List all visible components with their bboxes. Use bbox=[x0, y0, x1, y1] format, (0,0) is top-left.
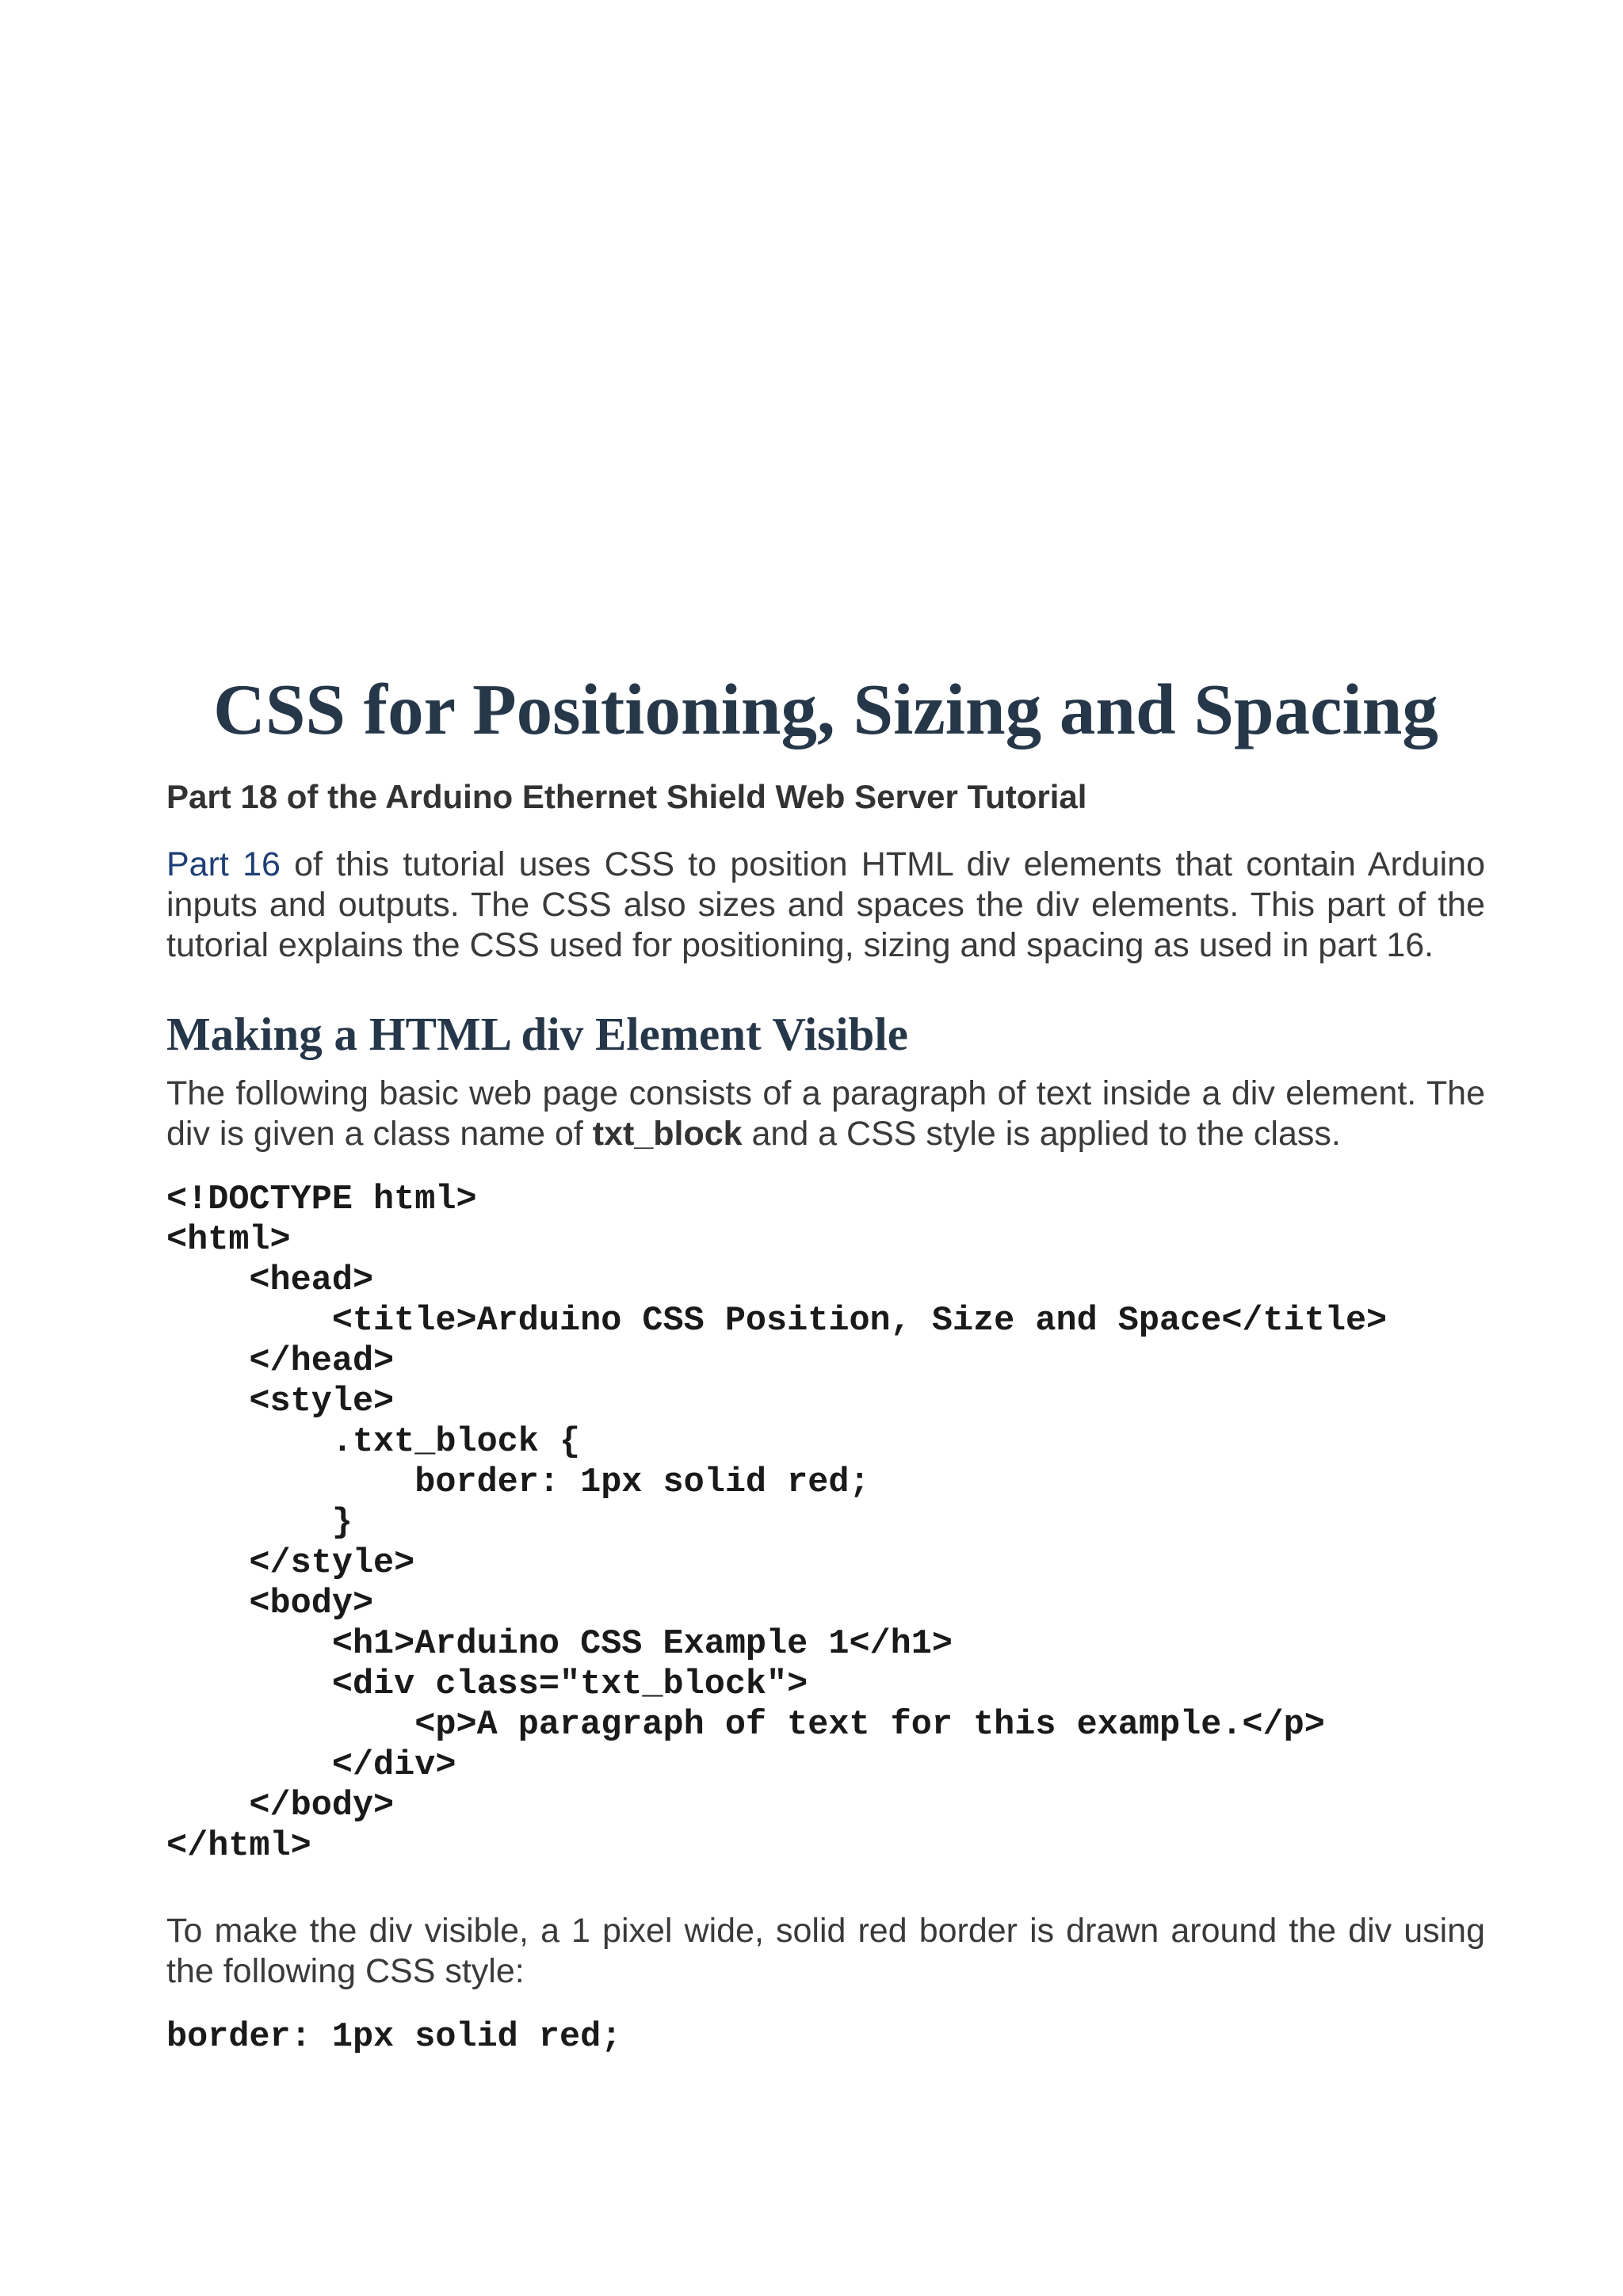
html-code-block: <!DOCTYPE html> <html> <head> <title>Arduino CSS Position, Size and Space</title> </head> <style> .txt_block { border: 1px solid red; } </style> <body> <h1>Arduino CSS Example 1</h1> <div class="txt_block"> <p>A paragraph of text for this example.</p> </div> </body> </html> bbox=[166, 1180, 1388, 1866]
section-paragraph-text: The following basic web page consists of a paragraph of text inside a div element. The div is given a class name of bbox=[166, 1074, 1485, 1153]
section-paragraph bbox=[166, 1074, 1485, 1154]
page-title: CSS for Positioning, Sizing and Spacing bbox=[213, 669, 1438, 749]
part-16-link[interactable]: Part 16 bbox=[166, 845, 281, 883]
intro-paragraph-text: of this tutorial uses CSS to position HTML div elements that contain Arduino inputs and outputs. The CSS also sizes and spaces the div elements. This part of the tutorial explains the CSS used for positioning, sizing and spacing as used in part 16. bbox=[166, 845, 1485, 964]
document-page bbox=[166, 666, 1485, 2058]
class-name-bold: txt_block bbox=[592, 1115, 743, 1153]
intro-paragraph bbox=[166, 845, 1485, 966]
css-code-line: border: 1px solid red; bbox=[166, 2018, 622, 2057]
border-paragraph: To make the div visible, a 1 pixel wide, solid red border is drawn around the div using the following CSS style: bbox=[166, 1912, 1485, 1990]
section-paragraph-text-end: and a CSS style is applied to the class. bbox=[742, 1115, 1341, 1153]
section-heading: Making a HTML div Element Visible bbox=[166, 1008, 908, 1060]
page-subtitle: Part 18 of the Arduino Ethernet Shield Web Server Tutorial bbox=[166, 778, 1087, 815]
